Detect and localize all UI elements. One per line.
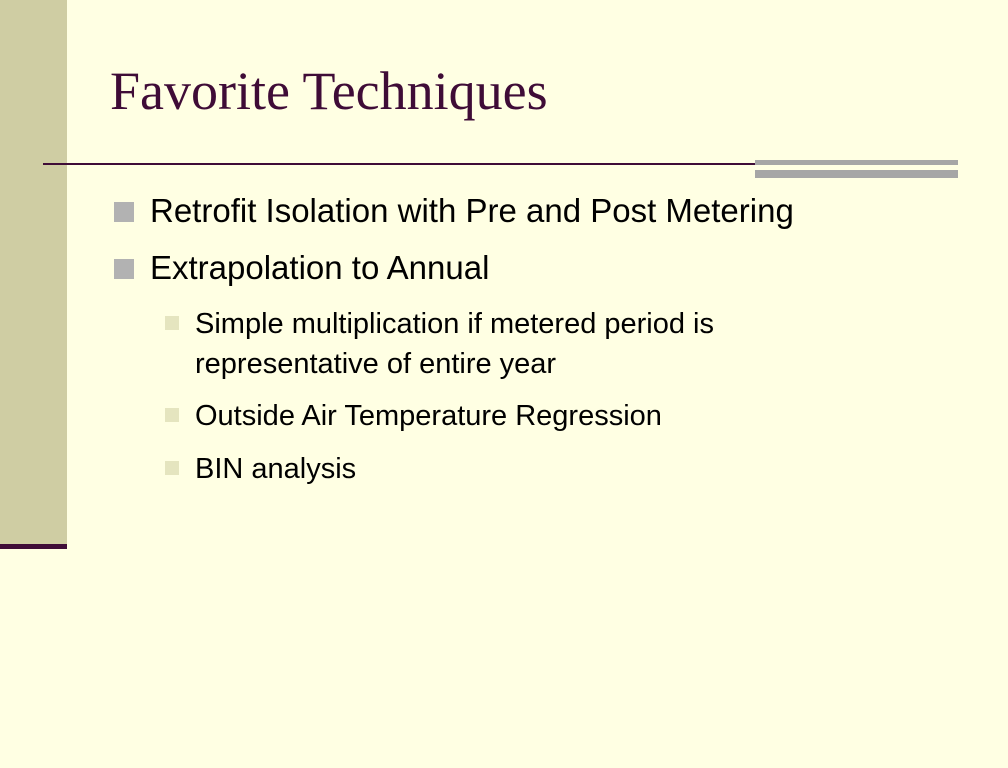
square-bullet-icon <box>165 408 179 422</box>
title-divider-accent-lower <box>755 170 958 178</box>
sub-bullet-text-continued: representative of entire year <box>195 348 557 380</box>
slide-title: Favorite Techniques <box>110 61 548 121</box>
left-sidebar-accent <box>0 544 67 549</box>
sub-bullet-text: Outside Air Temperature Regression <box>195 400 662 432</box>
bullet-text: Retrofit Isolation with Pre and Post Metering <box>150 192 794 229</box>
sub-bullet-text: BIN analysis <box>195 453 357 485</box>
bullet-text: Extrapolation to Annual <box>150 249 490 286</box>
left-sidebar-bar <box>0 0 67 545</box>
sub-bullet-text: Simple multiplication if metered period is <box>195 308 714 340</box>
square-bullet-icon <box>165 316 179 330</box>
square-bullet-icon <box>114 202 134 222</box>
title-divider-accent-upper <box>755 160 958 165</box>
square-bullet-icon <box>114 259 134 279</box>
square-bullet-icon <box>165 461 179 475</box>
